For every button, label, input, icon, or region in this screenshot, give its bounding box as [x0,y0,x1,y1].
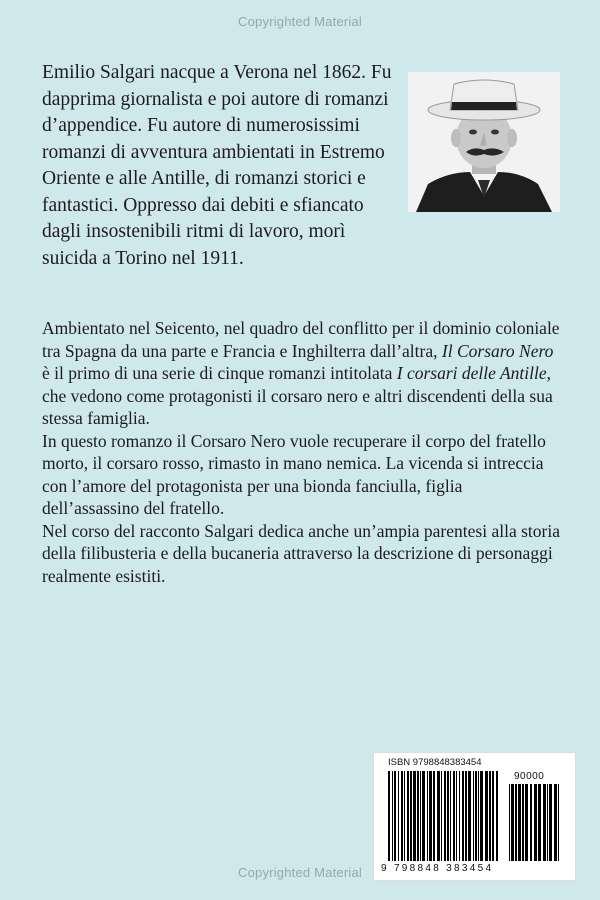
barcode-bar [522,784,524,861]
barcode-bar [496,771,498,861]
barcode-bar [525,784,528,861]
synopsis-text: Ambientato nel Seicento, nel quadro del conflitto per il dominio coloniale tra Spagna da una parte e Francia e Inghilterra dall’altra, [42,318,560,361]
barcode-bar [468,771,471,861]
barcode-bar [437,771,440,861]
barcode-bar [456,771,457,861]
book-synopsis [42,317,562,587]
barcode-bar [404,771,405,861]
barcode-bar [392,771,393,861]
barcode-bar [444,771,446,861]
barcode-bar [420,771,421,861]
barcode-bar [538,784,541,861]
barcode-bar [547,784,548,861]
barcode-bar [441,771,442,861]
barcode-bar [530,784,532,861]
barcode-bar [450,771,451,861]
addon-barcode-bars [509,784,561,861]
barcode-bar [465,771,467,861]
barcode-bar [388,771,390,861]
barcode-bar [558,784,559,861]
barcode-bar [422,771,425,861]
series-title-italic: I corsari delle Antille [396,363,547,383]
synopsis-text: , che vedono come protagonisti il corsaro nero e altri discendenti della sua stessa famiglia. [42,363,553,428]
barcode-bar [407,771,409,861]
barcode-bar [398,771,399,861]
isbn-barcode [373,752,576,881]
barcode-bar [453,771,455,861]
barcode-bar [515,784,517,861]
barcode-bar [549,784,552,861]
barcode-bar [489,771,491,861]
author-portrait [408,72,560,212]
barcode-bar [413,771,416,861]
barcode-bar [475,771,477,861]
barcode-bar [401,771,403,861]
barcode-bar [543,784,546,861]
barcode-bar [518,784,521,861]
barcode-bar [509,784,510,861]
barcode-bar [492,771,494,861]
barcode-bar [478,771,479,861]
author-biography: Emilio Salgari nacque a Verona nel 1862. Fu dapprima giornalista e poi autore di romanzi d’appendice. Fu autore di numerosissimi romanzi di avventura ambientati in Estremo Oriente e alle Antille, di romanzi storici e fantastici. Oppresso dai debiti e sfiancato dagli insostenibili ritmi di lavoro, morì suicida a Torino nel 1911. [42,62,392,269]
ean-barcode-bars [388,771,500,861]
barcode-bar [473,771,474,861]
barcode-bar [394,771,396,861]
barcode-bar [417,771,419,861]
barcode-bar [427,771,428,861]
barcode-bar [480,771,483,861]
barcode-bar [462,771,464,861]
isbn-label: ISBN 9798848383454 [388,757,482,768]
synopsis-paragraph-1 [42,317,562,430]
barcode-bar [485,771,488,861]
barcode-bar [459,771,460,861]
barcode-bar [410,771,412,861]
barcode-bar [447,771,449,861]
barcode-bar [433,771,435,861]
synopsis-text: è il primo di una serie di cinque romanzi intitolata [42,363,397,383]
ean-digits: 9 798848 383454 [381,863,494,874]
barcode-bar [534,784,537,861]
book-title-italic: Il Corsaro Nero [441,340,554,361]
synopsis-paragraph-3: Nel corso del racconto Salgari dedica anche un’ampia parentesi alla storia della filibusteria e della bucaneria attraverso la descrizione di personaggi realmente esistiti. [42,520,560,586]
price-code: 90000 [514,771,545,782]
barcode-bar [511,784,514,861]
copyright-watermark-top: Copyrighted Material [238,14,362,29]
barcode-bar [554,784,557,861]
copyright-watermark-bottom: Copyrighted Material [238,865,362,880]
barcode-bar [429,771,432,861]
synopsis-paragraph-2: In questo romanzo il Corsaro Nero vuole recuperare il corpo del fratello morto, il corsaro rosso, rimasto in mano nemica. La vicenda si intreccia con l’amore del protagonista per una bionda fanciulla, figlia dell’assassino del fratello. [42,430,546,518]
